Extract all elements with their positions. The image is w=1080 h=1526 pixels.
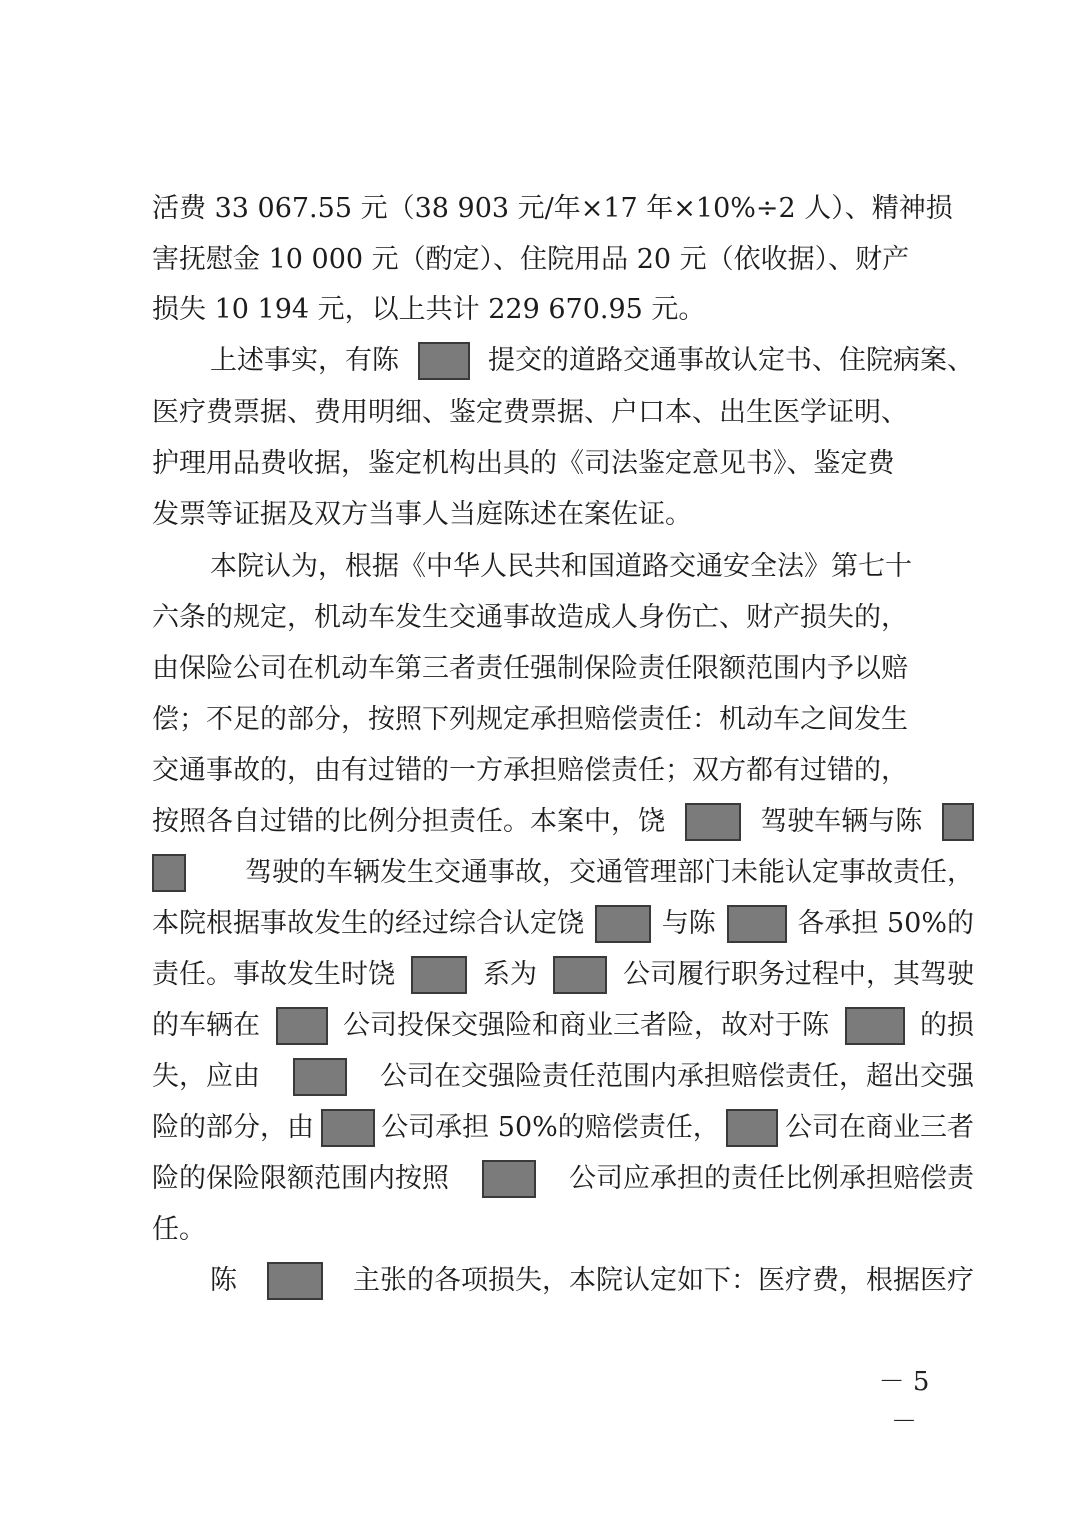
- text-run: 本院根据事故发生的经过综合认定饶: [152, 908, 584, 939]
- text-line: [152, 700, 974, 740]
- text-line: [210, 341, 974, 381]
- text-run: 的车辆在: [152, 1010, 260, 1041]
- text-run: 六条的规定，机动车发生交通事故造成人身伤亡、财产损失的，: [152, 602, 908, 633]
- text-line: [152, 444, 974, 484]
- text-line: [152, 853, 974, 893]
- text-run: 活费 33 067.55 元（38 903 元/年×17 年×10%÷2 人）、精神损: [152, 193, 953, 224]
- text-line: [152, 955, 974, 995]
- text-run: 公司承担 50%的赔偿责任，: [381, 1112, 720, 1143]
- text-run: 由保险公司在机动车第三者责任强制保险责任限额范围内予以赔: [152, 653, 908, 684]
- text-run: 驾驶的车辆发生交通事故，交通管理部门未能认定事故责任，: [245, 857, 974, 888]
- text-line: [152, 495, 974, 535]
- text-line: [152, 189, 974, 229]
- text-line: [152, 802, 974, 842]
- text-run: 公司投保交强险和商业三者险，故对于陈: [343, 1010, 829, 1041]
- text-line: [152, 393, 974, 433]
- text-run: 系为: [483, 959, 537, 990]
- redaction-box: [482, 1160, 536, 1198]
- text-run: 失，应由: [152, 1061, 260, 1092]
- text-line: [210, 547, 974, 587]
- text-run: 责任。事故发生时饶: [152, 959, 395, 990]
- text-run: 主张的各项损失，本院认定如下：医疗费，根据医疗: [353, 1265, 974, 1296]
- text-run: 公司应承担的责任比例承担赔偿责: [569, 1163, 974, 1194]
- text-run: 险的保险限额范围内按照: [152, 1163, 449, 1194]
- text-run: 偿；不足的部分，按照下列规定承担赔偿责任：机动车之间发生: [152, 704, 908, 735]
- redaction-box: [276, 1007, 328, 1045]
- text-line: [152, 598, 974, 638]
- text-run: 交通事故的，由有过错的一方承担赔偿责任；双方都有过错的，: [152, 755, 908, 786]
- text-run: 的损: [920, 1010, 974, 1041]
- text-line: [152, 1159, 974, 1199]
- text-run: 害抚慰金 10 000 元（酌定）、住院用品 20 元（依收据）、财产: [152, 244, 910, 275]
- text-line: [210, 1261, 974, 1301]
- text-line: [152, 1006, 974, 1046]
- text-run: 按照各自过错的比例分担责任。本案中，饶: [152, 806, 665, 837]
- redaction-box: [942, 803, 974, 841]
- redaction-box: [685, 803, 741, 841]
- redaction-box: [267, 1262, 323, 1300]
- text-run: 医疗费票据、费用明细、鉴定费票据、户口本、出生医学证明、: [152, 397, 908, 428]
- text-line: [152, 1210, 974, 1250]
- redaction-box: [321, 1109, 375, 1147]
- text-run: 发票等证据及双方当事人当庭陈述在案佐证。: [152, 499, 692, 530]
- text-run: 本院认为，根据《中华人民共和国道路交通安全法》第七十: [210, 551, 912, 582]
- text-run: 任。: [152, 1214, 206, 1245]
- text-line: [152, 904, 974, 944]
- text-line: [152, 1108, 974, 1148]
- text-line: [152, 290, 974, 330]
- redaction-box: [418, 342, 470, 380]
- redaction-box: [727, 905, 787, 943]
- redaction-box: [845, 1007, 905, 1045]
- text-line: [152, 751, 974, 791]
- text-run: 公司在交强险责任范围内承担赔偿责任，超出交强: [380, 1061, 974, 1092]
- text-run: 提交的道路交通事故认定书、住院病案、: [488, 345, 974, 376]
- text-run: 险的部分，由: [152, 1112, 314, 1143]
- text-run: 公司履行职务过程中，其驾驶: [623, 959, 974, 990]
- text-run: 公司在商业三者: [784, 1112, 974, 1143]
- redaction-box: [553, 956, 607, 994]
- text-run: 护理用品费收据，鉴定机构出具的《司法鉴定意见书》、鉴定费: [152, 448, 895, 479]
- text-run: 上述事实，有陈: [210, 345, 399, 376]
- text-run: 与陈: [661, 908, 716, 939]
- text-line: [152, 240, 974, 280]
- redaction-box: [293, 1058, 347, 1096]
- text-run: 驾驶车辆与陈: [760, 806, 923, 837]
- page-number: － 5 －: [878, 1367, 930, 1437]
- text-run: 陈: [210, 1265, 237, 1296]
- text-run: 各承担 50%的: [797, 908, 974, 939]
- redaction-box: [411, 956, 467, 994]
- redaction-box: [595, 905, 651, 943]
- text-run: 损失 10 194 元，以上共计 229 670.95 元。: [152, 294, 706, 325]
- text-line: [152, 649, 974, 689]
- redaction-box: [152, 854, 186, 892]
- redaction-box: [726, 1109, 778, 1147]
- text-line: [152, 1057, 974, 1097]
